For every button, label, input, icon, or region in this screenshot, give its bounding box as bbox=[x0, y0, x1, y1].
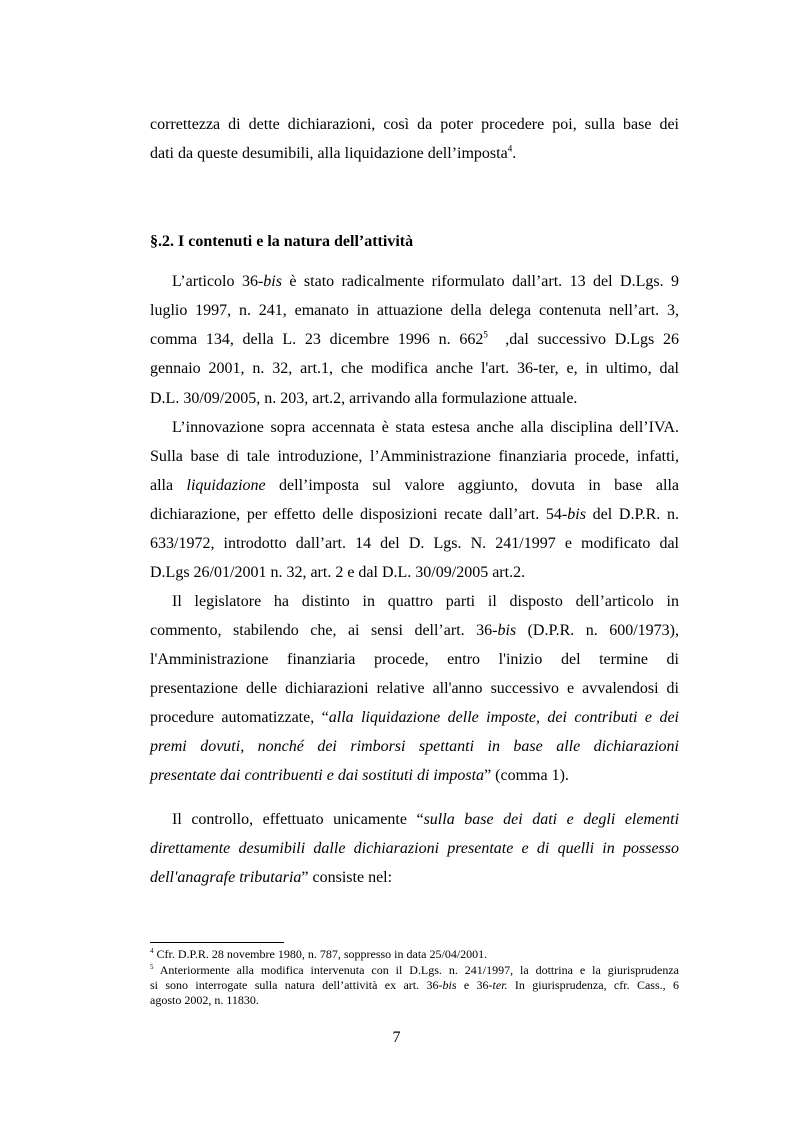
body-line: gennaio 2001, n. 32, art.1, che modifica anche l'art. 36-ter, e, in ultimo, dal bbox=[150, 360, 679, 377]
body-line: dati da queste desumibili, alla liquidazione dell’imposta$^4$. bbox=[150, 143, 517, 162]
footnote-ref[interactable]: 5 bbox=[483, 329, 488, 340]
body-line: presentate dai contribuenti e dai sostituti di imposta” (comma 1). bbox=[150, 767, 569, 784]
body-line: Il controllo, effettuato unicamente “sulla base dei dati e degli elementi bbox=[172, 811, 680, 828]
body-line: L’innovazione sopra accennata è stata estesa anche alla disciplina dell’IVA. bbox=[172, 419, 679, 436]
section-heading: §.2. I contenuti e la natura dell’attività bbox=[150, 233, 414, 250]
body-line: luglio 1997, n. 241, emanato in attuazione della delega contenuta nell’art. 3, bbox=[150, 302, 679, 319]
body-line: dell'anagrafe tributaria” consiste nel: bbox=[150, 869, 393, 886]
body-line: alla liquidazione dell’imposta sul valore aggiunto, dovuta in base alla bbox=[150, 477, 679, 494]
body-line: presentazione delle dichiarazioni relative all'anno successivo e avvalendosi di bbox=[150, 680, 679, 697]
footnote-ref[interactable]: 4 bbox=[507, 143, 513, 154]
footnote-4: $^4$ Cfr. D.P.R. 28 novembre 1980, n. 787, soppresso in data 25/04/2001. bbox=[150, 947, 488, 961]
body-line: Il legislatore ha distinto in quattro parti il disposto dell’articolo in bbox=[172, 593, 679, 610]
body-line: premi dovuti, nonché dei rimborsi spettanti in base alle dichiarazioni bbox=[150, 738, 679, 755]
body-line: commento, stabilendo che, ai sensi dell’art. 36-bis (D.P.R. n. 600/1973), bbox=[150, 622, 680, 639]
body-line: l'Amministrazione finanziaria procede, entro l'inizio del termine di bbox=[150, 651, 679, 668]
footnote-5-line: agosto 2002, n. 11830. bbox=[150, 993, 259, 1007]
body-line: 633/1972, introdotto dall’art. 14 del D. Lgs. N. 241/1997 e modificato dal bbox=[150, 535, 679, 552]
body-line: direttamente desumibili dalle dichiarazioni presentate e di quelli in possesso bbox=[150, 840, 679, 857]
footnote-5-line: si sono interrogate sulla natura dell’attività ex art. 36-bis e 36-ter. In giurisprudenza, cfr. Cass., 6 bbox=[150, 978, 679, 992]
body-line: D.L. 30/09/2005, n. 203, art.2, arrivando alla formulazione attuale. bbox=[150, 390, 578, 407]
footnote-separator bbox=[150, 942, 284, 943]
body-line: dichiarazione, per effetto delle disposizioni recate dall’art. 54-bis del D.P.R. n. bbox=[150, 506, 679, 523]
footnote-5: $^5$ Anteriormente alla modifica intervenuta con il D.Lgs. n. 241/1997, la dottrina e la giurisprudenza bbox=[150, 963, 679, 977]
body-line: procedure automatizzate, “alla liquidazione delle imposte, dei contributi e dei bbox=[150, 709, 680, 726]
body-line: D.Lgs 26/01/2001 n. 32, art. 2 e dal D.L. 30/09/2005 art.2. bbox=[150, 564, 526, 581]
body-line: L’articolo 36-bis è stato radicalmente riformulato dall’art. 13 del D.Lgs. 9 bbox=[172, 273, 680, 290]
body-line: comma 134, della L. 23 dicembre 1996 n. $662^5$ ,dal successivo D.Lgs 26 bbox=[150, 329, 680, 348]
page-number: 7 bbox=[392, 1029, 401, 1046]
body-line: correttezza di dette dichiarazioni, così da poter procedere poi, sulla base dei bbox=[150, 116, 679, 133]
body-line: Sulla base di tale introduzione, l’Amministrazione finanziaria procede, infatti, bbox=[150, 448, 679, 465]
